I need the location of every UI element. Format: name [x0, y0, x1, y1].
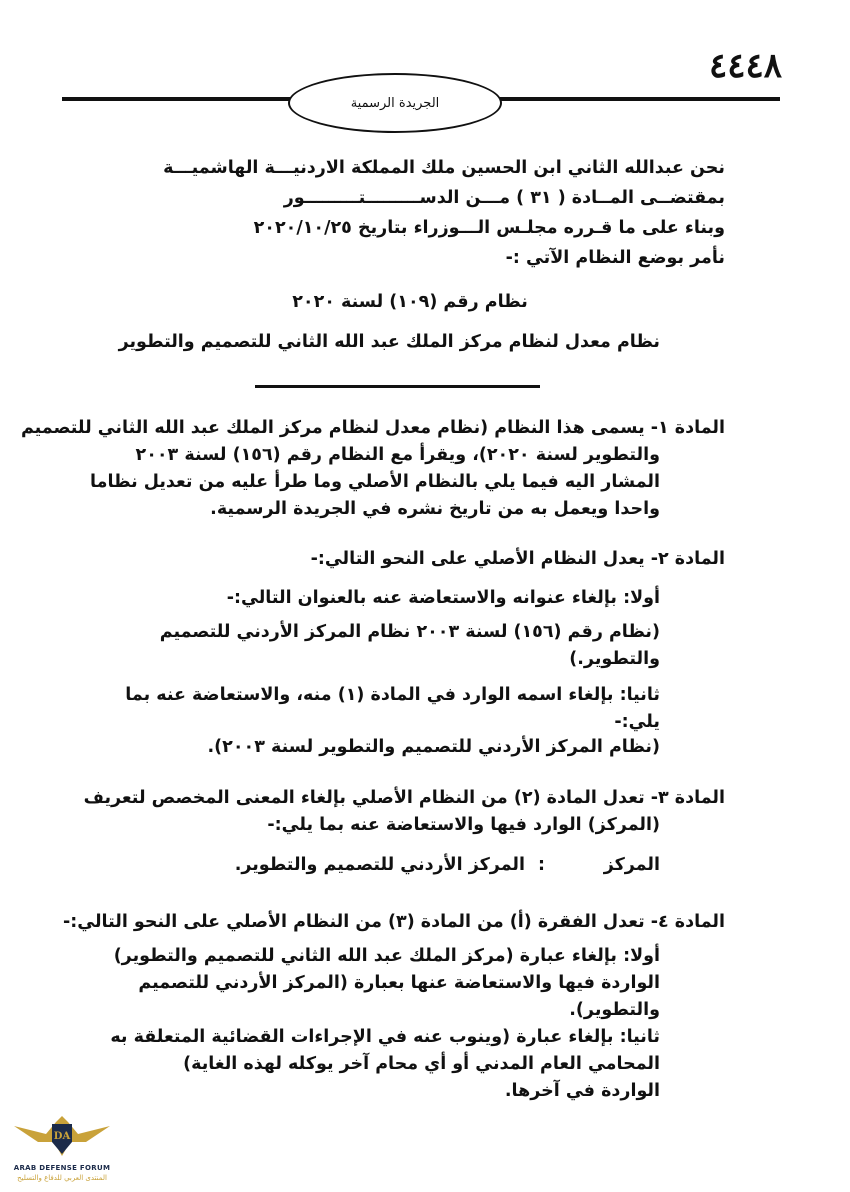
article-2-heading: المادة ٢- يعدل النظام الأصلي على النحو التالي:-: [310, 549, 725, 569]
logo-brand-ar: المنتدى العربي للدفاع والتسليح: [17, 1174, 107, 1182]
regulation-title: نظام معدل لنظام مركز الملك عبد الله الثاني للتصميم والتطوير: [118, 332, 660, 352]
definition-text: المركز الأردني للتصميم والتطوير.: [234, 855, 525, 875]
title-divider: [255, 385, 540, 388]
article-2-first-text-2: والتطوير.): [569, 649, 660, 669]
article-4-first-3: والتطوير).: [569, 1000, 660, 1020]
definition-separator: :: [538, 855, 545, 875]
article-3-line-2: (المركز) الوارد فيها والاستعاضة عنه بما يلي:-: [267, 815, 660, 835]
article-4-heading: المادة ٤- تعدل الفقرة (أ) من المادة (٣) من النظام الأصلي على النحو التالي:-: [63, 912, 725, 932]
definition-term: المركز: [603, 855, 660, 875]
preamble-line-1: نحن عبدالله الثاني ابن الحسين ملك المملكة الاردنيـــة الهاشميـــة: [163, 158, 725, 178]
article-2-second-2: يلي:-: [614, 712, 660, 732]
preamble-line-2: بمقتضــى المــادة ( ٣١ ) مـــن الدســـــــــتـــــــــور: [283, 188, 725, 208]
regulation-number: نظام رقم (١٠٩) لسنة ٢٠٢٠: [292, 292, 528, 312]
eagle-shield-icon: [6, 1108, 118, 1164]
article-2-second-text: (نظام المركز الأردني للتصميم والتطوير لسنة ٢٠٠٣).: [207, 737, 660, 757]
preamble-line-3: وبناء على ما قـرره مجلـس الـــوزراء بتاريخ ٢٠٢٠/١٠/٢٥: [253, 218, 725, 238]
article-1-line-2: والتطوير لسنة ٢٠٢٠)، ويقرأ مع النظام رقم (١٥٦) لسنة ٢٠٠٣: [135, 445, 660, 465]
logo-brand-en: ARAB DEFENSE FORUM: [13, 1164, 111, 1172]
article-1-line-3: المشار اليه فيما يلي بالنظام الأصلي وما طرأ عليه من تعديل نظاما: [90, 472, 660, 492]
article-4-second-2: المحامي العام المدني أو أي محام آخر يوكله لهذه الغاية): [183, 1054, 660, 1074]
article-1-line-4: واحدا ويعمل به من تاريخ نشره في الجريدة الرسمية.: [210, 499, 660, 519]
gazette-title: الجريدة الرسمية: [350, 95, 440, 111]
article-2-first: أولا: بإلغاء عنوانه والاستعاضة عنه بالعنوان التالي:-: [226, 588, 660, 608]
logo-mark-text: DA: [53, 1131, 71, 1142]
page-number: ٤٤٤٨: [708, 46, 782, 86]
article-4-second-1: ثانيا: بإلغاء عبارة (وينوب عنه في الإجراءات القضائية المتعلقة به: [110, 1027, 660, 1047]
article-4-second-3: الواردة في آخرها.: [504, 1081, 660, 1101]
article-1-line-1: المادة ١- يسمى هذا النظام (نظام معدل لنظام مركز الملك عبد الله الثاني للتصميم: [20, 418, 725, 438]
article-4-first-2: الواردة فيها والاستعاضة عنها بعبارة (المركز الأردني للتصميم: [138, 973, 660, 993]
article-2-first-text-1: (نظام رقم (١٥٦) لسنة ٢٠٠٣ نظام المركز الأردني للتصميم: [159, 622, 660, 642]
preamble-line-4: نأمر بوضع النظام الآتي :-: [505, 248, 725, 268]
gazette-title-oval: [288, 73, 502, 133]
article-2-second-1: ثانيا: بإلغاء اسمه الوارد في المادة (١) منه، والاستعاضة عنه بما: [125, 685, 660, 705]
article-3-line-1: المادة ٣- تعدل المادة (٢) من النظام الأصلي بإلغاء المعنى المخصص لتعريف: [83, 788, 725, 808]
article-4-first-1: أولا: بإلغاء عبارة (مركز الملك عبد الله الثاني للتصميم والتطوير): [113, 946, 660, 966]
arab-defense-forum-logo: [6, 1108, 118, 1188]
